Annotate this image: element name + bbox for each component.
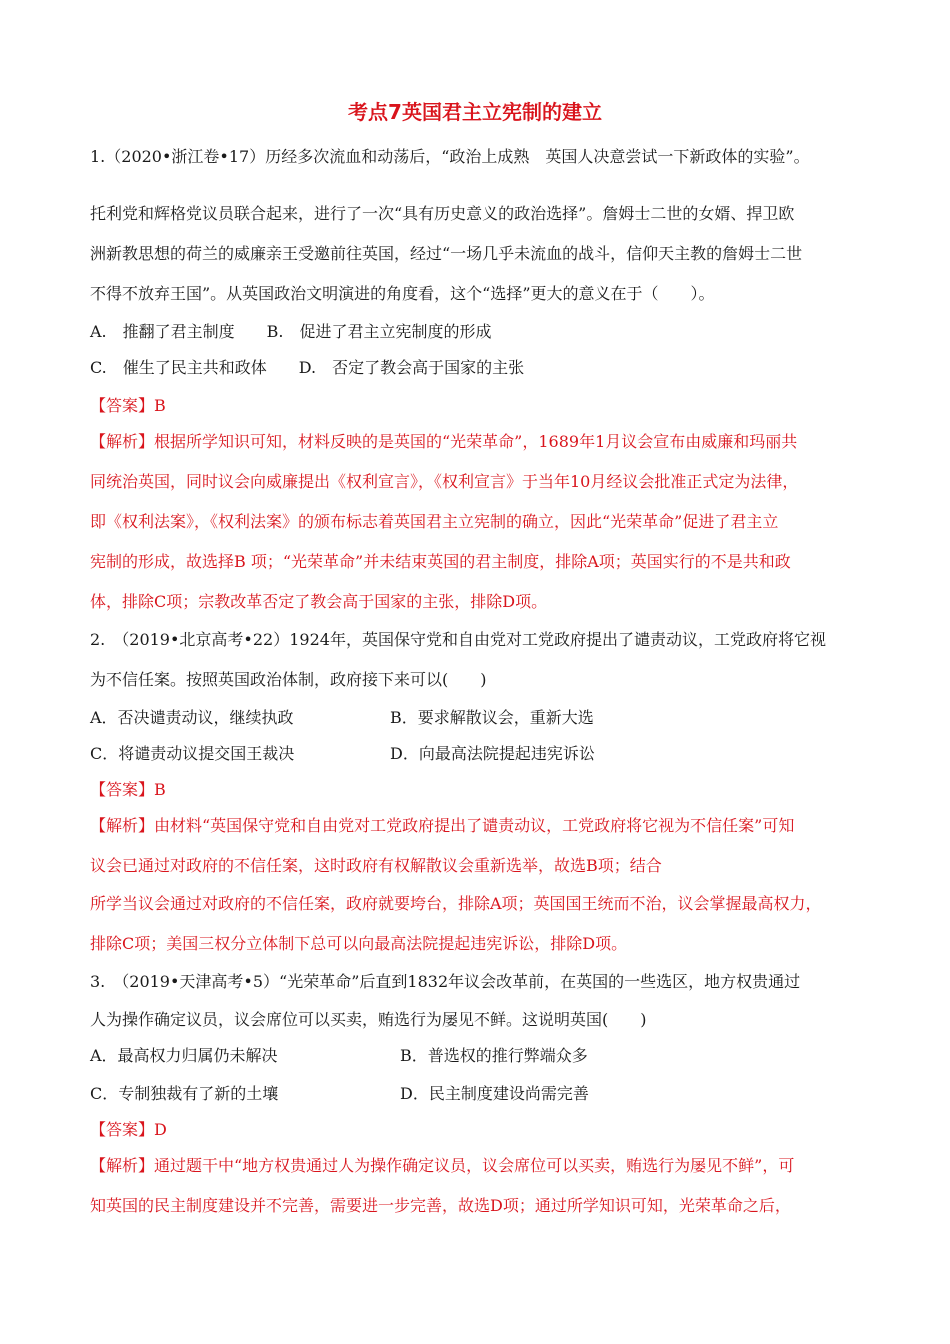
q1-options-line-2: C. 催生了民主共和政体 D. 否定了教会高于国家的主张 [90, 358, 525, 377]
q1-analysis-line-5: 体，排除C项；宗教改革否定了教会高于国家的主张，排除D项。 [90, 592, 548, 611]
q2-answer: 【答案】B [90, 780, 166, 799]
q1-answer: 【答案】B [90, 396, 166, 415]
q2-option-b: B．要求解散议会，重新大选 [390, 708, 594, 727]
q3-option-d: D．民主制度建设尚需完善 [400, 1084, 589, 1103]
q1-analysis-line-1: 【解析】根据所学知识可知，材料反映的是英国的“光荣革命”，1689年1月议会宣布由威廉和玛丽共 [90, 432, 798, 451]
q2-analysis-line-2: 议会已通过对政府的不信任案，这时政府有权解散议会重新选举，故选B项；结合 [90, 856, 662, 875]
q2-analysis-line-1: 【解析】由材料“英国保守党和自由党对工党政府提出了谴责动议，工党政府将它视为不信任案”可知 [90, 816, 795, 835]
q1-stem-line-3: 洲新教思想的荷兰的威廉亲王受邀前往英国，经过“一场几乎未流血的战斗，信仰天主教的詹姆士二世 [90, 244, 803, 263]
q2-option-a: A．否决谴责动议，继续执政 [90, 708, 294, 727]
q3-option-c: C．专制独裁有了新的土壤 [90, 1084, 279, 1103]
q3-option-a: A．最高权力归属仍未解决 [90, 1046, 278, 1065]
q2-analysis-line-3: 所学当议会通过对政府的不信任案，政府就要垮台，排除A项；英国国王统而不治，议会掌握最高权力， [90, 894, 822, 913]
q1-analysis-line-3: 即《权利法案》，《权利法案》的颁布标志着英国君主立宪制的确立，因此“光荣革命”促进了君主立 [90, 512, 779, 531]
q3-analysis-line-1: 【解析】通过题干中“地方权贵通过人为操作确定议员，议会席位可以买卖，贿选行为屡见不鲜”，可 [90, 1156, 795, 1175]
q3-analysis-line-2: 知英国的民主制度建设并不完善，需要进一步完善，故选D项；通过所学知识可知，光荣革命之后， [90, 1196, 791, 1215]
q2-option-c: C．将谴责动议提交国王裁决 [90, 744, 295, 763]
q1-options-line-1: A. 推翻了君主制度 B. 促进了君主立宪制度的形成 [90, 322, 492, 341]
q3-answer: 【答案】D [90, 1120, 167, 1139]
page-title: 考点7英国君主立宪制的建立 [348, 100, 602, 124]
q1-stem-line-4: 不得不放弃王国”。从英国政治文明演进的角度看，这个“选择”更大的意义在于（ ）。 [90, 284, 715, 303]
q1-analysis-line-4: 宪制的形成，故选择B 项；“光荣革命”并未结束英国的君主制度，排除A项；英国实行的不是共和政 [90, 552, 791, 571]
q2-stem-line-1: 2. （2019•北京高考•22）1924年，英国保守党和自由党对工党政府提出了谴责动议，工党政府将它视 [90, 630, 826, 649]
q3-option-b: B．普选权的推行弊端众多 [400, 1046, 588, 1065]
q1-stem-line-1: 1.（2020•浙江卷•17）历经多次流血和动荡后，“政治上成熟 英国人决意尝试一下新政体的实验”。 [90, 147, 810, 166]
q3-stem-line-1: 3. （2019•天津高考•5）“光荣革命”后直到1832年议会改革前，在英国的一些选区，地方权贵通过 [90, 972, 801, 991]
q1-stem-line-2: 托利党和辉格党议员联合起来，进行了一次“具有历史意义的政治选择”。詹姆士二世的女婿、捍卫欧 [90, 204, 795, 223]
q2-option-d: D．向最高法院提起违宪诉讼 [390, 744, 595, 763]
q1-analysis-line-2: 同统治英国，同时议会向威廉提出《权利宣言》，《权利宣言》于当年10月经议会批准正式定为法律， [90, 472, 799, 491]
q2-stem-line-2: 为不信任案。按照英国政治体制，政府接下来可以( ) [90, 670, 487, 689]
q2-analysis-line-4: 排除C项；美国三权分立体制下总可以向最高法院提起违宪诉讼，排除D项。 [90, 934, 628, 953]
q3-stem-line-2: 人为操作确定议员，议会席位可以买卖，贿选行为屡见不鲜。这说明英国( ) [90, 1010, 647, 1029]
